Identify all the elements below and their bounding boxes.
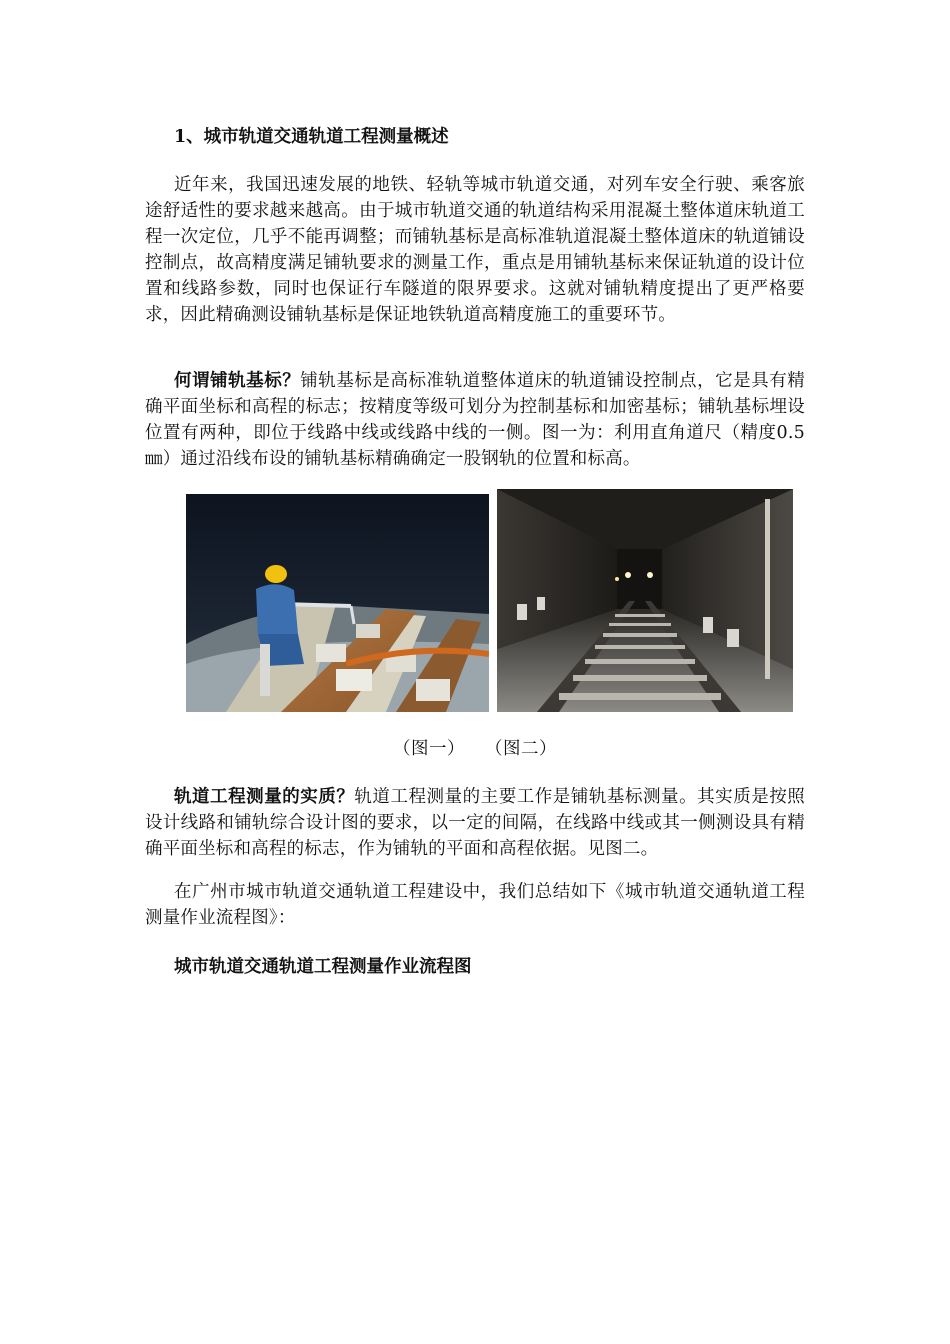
paragraph-definition (145, 368, 805, 472)
paragraph-definition-text (145, 368, 805, 472)
figure1-caption: （图一） (393, 739, 465, 759)
flowchart-heading: 城市轨道交通轨道工程测量作业流程图 (174, 957, 472, 977)
paragraph-essence (145, 784, 805, 862)
essence-lead: 轨道工程测量的实质？ (174, 787, 355, 807)
figure-captions (0, 736, 950, 762)
paragraph-overview (145, 172, 805, 328)
paragraph-overview-text: 近年来，我国迅速发展的地铁、轻轨等城市轨道交通，对列车安全行驶、乘客旅途舒适性的要求越来越高。由于城市轨道交通的轨道结构采用混凝土整体道床轨道工程一次定位，几乎不能再调整；而铺轨基标是高标准轨道混凝土整体道床的轨道铺设控制点，故高精度满足铺轨要求的测量工作，重点是用铺轨基标来保证轨道的设计位置和线路参数，同时也保证行车隧道的限界要求。这就对铺轨精度提出了更严格要求，因此精确测设铺轨基标是保证地铁轨道高精度施工的重要环节。 (145, 175, 805, 325)
essence-body: 轨道工程测量的主要工作是铺轨基标测量。其实质是按照设计线路和铺轨综合设计图的要求，以一定的间隔，在线路中线或其一侧测设具有精确平面坐标和高程的标志，作为铺轨的平面和高程依据。见图二。 (145, 787, 806, 859)
paragraph-essence-text (145, 784, 805, 862)
paragraph-guangzhou-text: 在广州市城市轨道交通轨道工程建设中，我们总结如下《城市轨道交通轨道工程测量作业流程图》： (145, 882, 805, 928)
definition-body: 铺轨基标是高标准轨道整体道床的轨道铺设控制点，它是具有精确平面坐标和高程的标志；按精度等级可划分为控制基标和加密基标；铺轨基标埋设位置有两种，即位于线路中线或线路中线的一侧。图一为：利用直角道尺（精度0.5㎜）通过沿线布设的铺轨基标精确确定一股钢轨的位置和标高。 (145, 371, 805, 469)
paragraph-guangzhou (145, 879, 805, 931)
figure2-photo (497, 489, 793, 712)
definition-lead: 何谓铺轨基标？ (174, 371, 301, 391)
figure1-image (186, 494, 489, 712)
figure2-image (497, 489, 793, 712)
section-heading: 1、城市轨道交通轨道工程测量概述 (174, 127, 449, 147)
figure1-photo (186, 494, 489, 712)
figure2-caption: （图二） (485, 739, 557, 759)
